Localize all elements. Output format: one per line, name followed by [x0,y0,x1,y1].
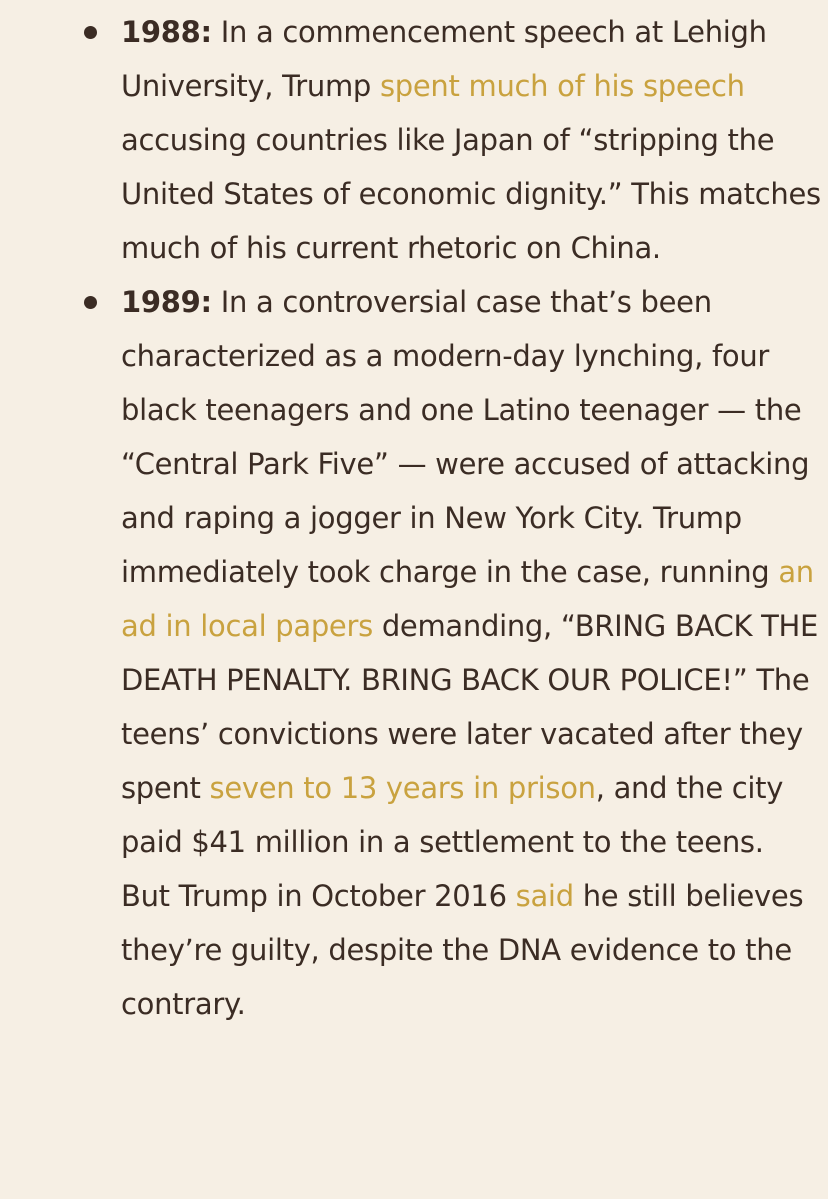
entry-text: accusing countries like Japan of “stripping the United States of economic dignity.” This matches much of his current rhetoric on China. [121,123,821,265]
timeline-entry-1988 [121,5,821,275]
entry-text: demanding, “BRING BACK THE DEATH PENALTY. BRING BACK OUR POLICE!” The teens’ convictions were later vacated after they spent [121,609,819,805]
entry-text: In a commencement speech at Lehigh University, Trump [121,15,767,103]
link-spent-much-of-his-speech[interactable]: spent much of his speech [379,69,745,103]
entry-text: he still believes they’re guilty, despite the DNA evidence to the contrary. [121,879,804,1021]
link-said[interactable]: said [515,879,574,913]
timeline-entry-1989 [121,275,821,1031]
entry-year: 1989: [121,285,212,319]
link-seven-to-13-years-in-prison[interactable]: seven to 13 years in prison [209,771,596,805]
link-ad-in-local-papers[interactable]: an ad in local papers [121,555,814,643]
bullet-icon [84,296,97,309]
entry-year: 1988: [121,15,212,49]
timeline-list [121,5,821,1031]
bullet-icon [84,26,97,39]
entry-text: , and the city paid $41 million in a settlement to the teens. But Trump in October 2016 [121,771,784,913]
entry-text: In a controversial case that’s been characterized as a modern-day lynching, four black teenagers and one Latino teenager — the “Central Park Five” — were accused of attacking and raping a jogger in New York City. Trump immediately took charge in the case, running [121,285,810,589]
